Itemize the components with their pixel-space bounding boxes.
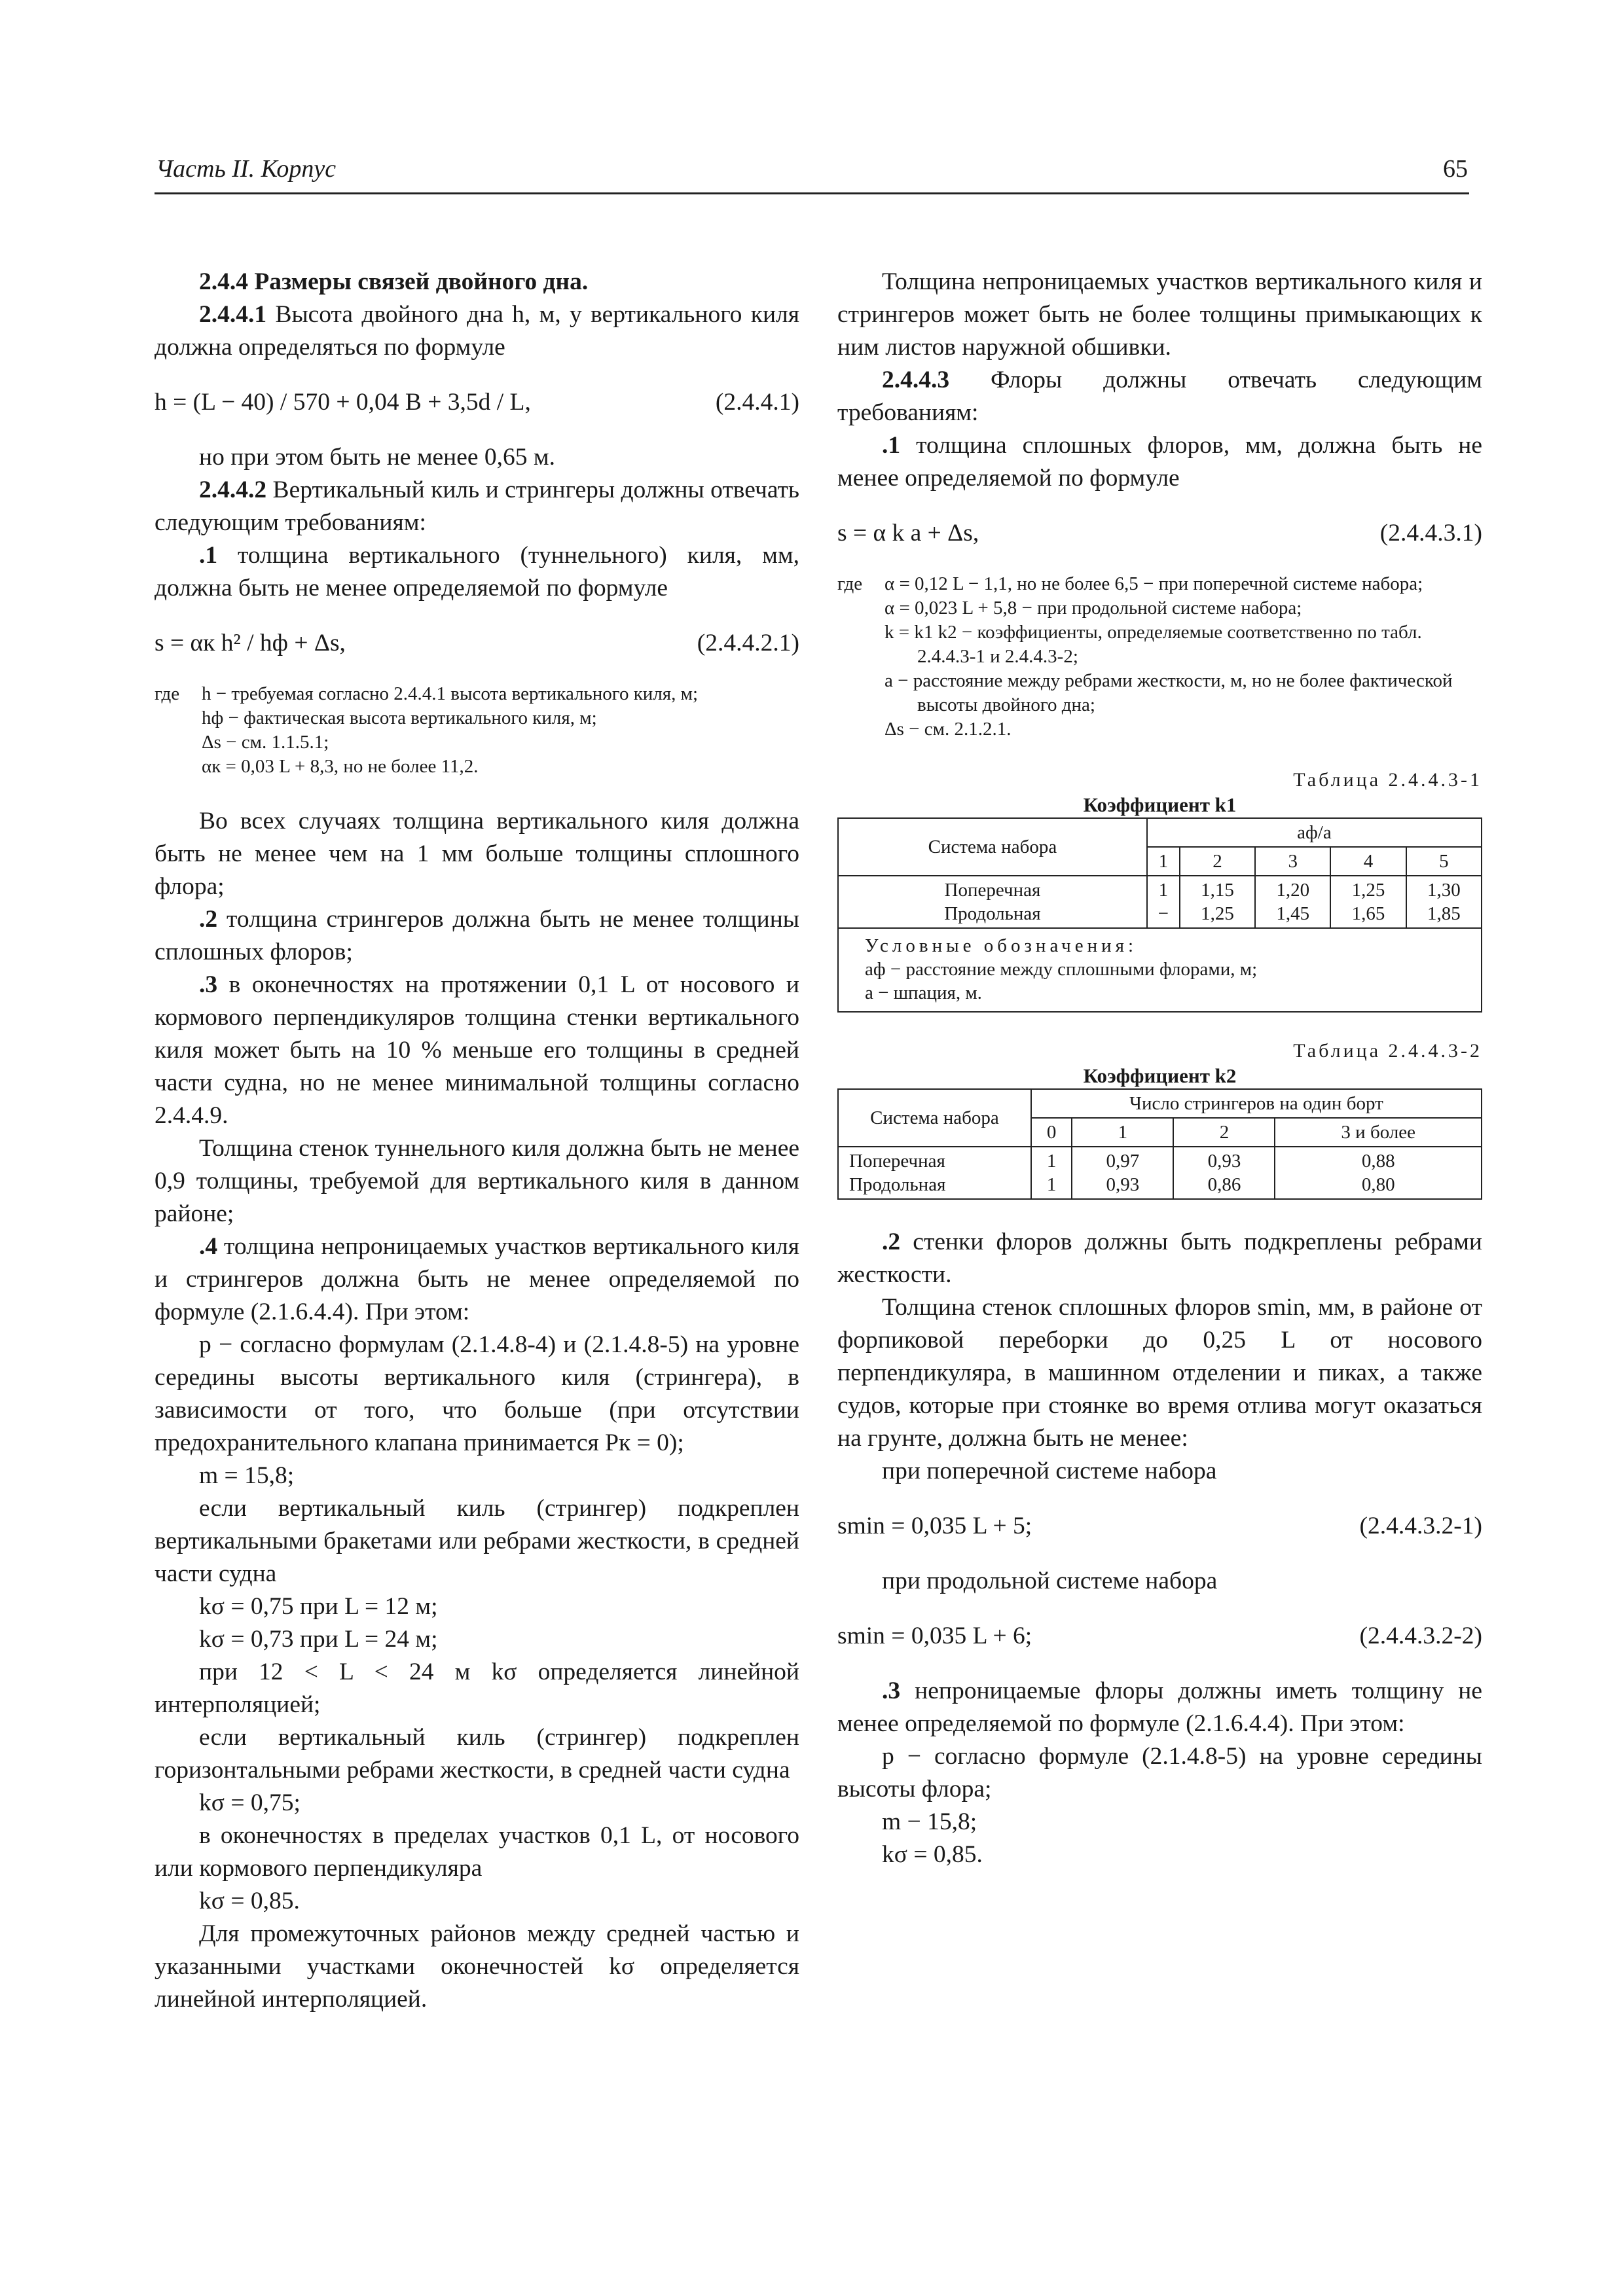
formula-number: (2.4.4.3.1) bbox=[1379, 520, 1482, 547]
clause-text: толщина стрингеров должна быть не менее толщины сплошных флоров; bbox=[155, 906, 799, 965]
paragraph bbox=[155, 1230, 799, 1329]
cell-value: − bbox=[1158, 903, 1169, 924]
where-item: αк = 0,03 L + 8,3, но не более 11,2. bbox=[202, 756, 479, 777]
paragraph: kσ = 0,75; bbox=[199, 1789, 301, 1816]
cell-value: 1 bbox=[1046, 1151, 1057, 1172]
table-row bbox=[838, 1147, 1482, 1199]
table-cell bbox=[1255, 876, 1330, 928]
clause-text: Вертикальный киль и стрингеры должны отвечать следующим требованиям: bbox=[155, 476, 799, 536]
table-header-cell: Система набора bbox=[838, 1089, 1031, 1147]
cell-value: 1,85 bbox=[1427, 903, 1461, 924]
paragraph: если вертикальный киль (стрингер) подкреплен вертикальными бракетами или ребрами жесткости, в средней части судна bbox=[155, 1495, 799, 1587]
paragraph: Толщина непроницаемых участков вертикального киля и стрингеров может быть не более толщины примыкающих к ним листов наружной обшивки. bbox=[837, 268, 1482, 361]
clause-number: .2 bbox=[882, 1229, 901, 1255]
cell-value: 0,93 bbox=[1207, 1151, 1241, 1172]
where-row bbox=[155, 682, 799, 706]
table-row bbox=[838, 876, 1482, 928]
paragraph bbox=[837, 1226, 1482, 1291]
where-list bbox=[155, 682, 799, 779]
where-row bbox=[837, 572, 1482, 596]
table-header-cell: 1 bbox=[1072, 1118, 1173, 1147]
row-name: Поперечная bbox=[944, 880, 1041, 901]
table-header-cell: 3 bbox=[1255, 847, 1330, 876]
right-column bbox=[837, 266, 1482, 1871]
table-header-cell: Число стрингеров на один борт bbox=[1031, 1089, 1482, 1118]
formula-expression: s = α k a + Δs, bbox=[837, 520, 979, 547]
formula-number: (2.4.4.3.2-2) bbox=[1359, 1623, 1482, 1649]
table-title: Коэффициент k1 bbox=[1083, 793, 1237, 816]
document-page bbox=[155, 154, 1482, 2183]
paragraph: p − согласно формуле (2.1.4.8-5) на уровне середины высоты флора; bbox=[837, 1743, 1482, 1803]
page-number: 65 bbox=[1443, 155, 1468, 183]
cell-value: 0,86 bbox=[1207, 1174, 1241, 1195]
cell-value: 1,25 bbox=[1351, 880, 1385, 901]
paragraph bbox=[155, 539, 799, 605]
cell-value: 1,45 bbox=[1276, 903, 1310, 924]
clause-number: .3 bbox=[199, 971, 218, 998]
where-row bbox=[837, 596, 1482, 620]
clause-text: Высота двойного дна h, м, у вертикального киля должна определяться по формуле bbox=[155, 301, 799, 361]
cell-value: 0,93 bbox=[1106, 1174, 1140, 1195]
clause-text: непроницаемые флоры должны иметь толщину не менее определяемой по формуле (2.1.6.4.4). При этом: bbox=[837, 1677, 1482, 1737]
formula-expression: smin = 0,035 L + 6; bbox=[837, 1623, 1032, 1649]
paragraph: если вертикальный киль (стрингер) подкреплен горизонтальными ребрами жесткости, в средней части судна bbox=[155, 1724, 799, 1784]
paragraph: Толщина стенок сплошных флоров smin, мм, в районе от форпиковой переборки до 0,25 L от носового перпендикуляра, в машинном отделении и пиках, а также судов, которые при стоянке во время отлива могут оказаться на грунте, должна быть не менее: bbox=[837, 1294, 1482, 1452]
clause-number: .4 bbox=[199, 1233, 218, 1260]
paragraph: kσ = 0,75 при L = 12 м; bbox=[199, 1593, 438, 1620]
paragraph: p − согласно формулам (2.1.4.8-4) и (2.1.4.8-5) на уровне середины высоты вертикального киля (стрингера), в зависимости от того, что больше (при отсутствии предохранительного клапана принимается Pк = 0); bbox=[155, 1331, 799, 1456]
table-cell bbox=[1180, 876, 1255, 928]
clause-text: толщина непроницаемых участков вертикального киля и стрингеров должна быть не менее определяемой по формуле (2.1.6.4.4). При этом: bbox=[155, 1233, 799, 1325]
paragraph: kσ = 0,85. bbox=[199, 1888, 300, 1914]
cell-value: 1,25 bbox=[1201, 903, 1234, 924]
header-title: Часть II. Корпус bbox=[156, 155, 337, 183]
paragraph bbox=[155, 474, 799, 539]
where-item: a − расстояние между ребрами жесткости, м, но не более фактической высоты двойного дна; bbox=[884, 670, 1453, 715]
table-cell bbox=[1173, 1147, 1275, 1199]
clause-text: в оконечностях на протяжении 0,1 L от носового и кормового перпендикуляров толщина стенки вертикального киля может быть на 10 % меньше его толщины в средней части судна, но не менее минимальной толщины согласно 2.4.4.9. bbox=[155, 971, 799, 1129]
paragraph: при 12 < L < 24 м kσ определяется линейной интерполяцией; bbox=[155, 1659, 799, 1718]
formula-number: (2.4.4.1) bbox=[715, 389, 799, 416]
cell-value: 0,88 bbox=[1361, 1151, 1395, 1172]
table-cell bbox=[838, 876, 1147, 928]
table-legend bbox=[838, 928, 1482, 1012]
formula bbox=[155, 627, 799, 660]
paragraph: но при этом быть не менее 0,65 м. bbox=[199, 444, 556, 471]
where-item: α = 0,12 L − 1,1, но не более 6,5 − при поперечной системе набора; bbox=[884, 573, 1423, 594]
table-header-cell: 2 bbox=[1180, 847, 1255, 876]
left-column bbox=[155, 266, 799, 2016]
cell-value: 1 bbox=[1158, 880, 1169, 901]
table-header-row bbox=[838, 1089, 1482, 1118]
paragraph: kσ = 0,73 при L = 24 м; bbox=[199, 1626, 438, 1653]
formula-expression: h = (L − 40) / 570 + 0,04 B + 3,5d / L, bbox=[155, 389, 531, 416]
row-name: Продольная bbox=[944, 903, 1041, 924]
table-cell bbox=[1072, 1147, 1173, 1199]
table-legend-row bbox=[838, 928, 1482, 1012]
legend-item: aф − расстояние между сплошными флорами, м; bbox=[865, 959, 1258, 980]
clause-number: .1 bbox=[882, 432, 901, 459]
paragraph: при поперечной системе набора bbox=[882, 1458, 1217, 1484]
formula bbox=[837, 1620, 1482, 1653]
cell-value: 0,97 bbox=[1106, 1151, 1140, 1172]
clause-number: 2.4.4.2 bbox=[199, 476, 267, 503]
coefficient-k2-table bbox=[837, 1088, 1482, 1200]
clause-number: .3 bbox=[882, 1677, 901, 1704]
coefficient-k1-table bbox=[837, 817, 1482, 1013]
where-row bbox=[155, 755, 799, 779]
table-header-cell: 3 и более bbox=[1275, 1118, 1482, 1147]
table-header-cell: 1 bbox=[1147, 847, 1180, 876]
paragraph bbox=[155, 969, 799, 1132]
table-cell bbox=[1330, 876, 1406, 928]
where-row bbox=[155, 706, 799, 730]
clause-text: стенки флоров должны быть подкреплены ребрами жесткости. bbox=[837, 1229, 1482, 1288]
clause-text: толщина вертикального (туннельного) киля, мм, должна быть не менее определяемой по формуле bbox=[155, 542, 799, 601]
where-item: α = 0,023 L + 5,8 − при продольной системе набора; bbox=[884, 598, 1302, 619]
table-header-row bbox=[838, 818, 1482, 847]
paragraph: Толщина стенок туннельного киля должна быть не менее 0,9 толщины, требуемой для вертикального киля в данном районе; bbox=[155, 1135, 799, 1227]
table-header-cell: aф/a bbox=[1147, 818, 1482, 847]
paragraph: kσ = 0,85. bbox=[882, 1841, 983, 1868]
table-header-cell: 0 bbox=[1031, 1118, 1072, 1147]
where-item: hф − фактическая высота вертикального киля, м; bbox=[202, 708, 597, 728]
formula bbox=[837, 517, 1482, 550]
paragraph: при продольной системе набора bbox=[882, 1568, 1218, 1594]
table-cell bbox=[1275, 1147, 1482, 1199]
table-cell bbox=[1031, 1147, 1072, 1199]
paragraph bbox=[837, 1675, 1482, 1740]
where-label: где bbox=[155, 683, 180, 704]
formula bbox=[155, 386, 799, 419]
paragraph: m − 15,8; bbox=[882, 1808, 977, 1835]
row-name: Поперечная bbox=[849, 1151, 945, 1172]
paragraph bbox=[155, 903, 799, 969]
paragraph bbox=[155, 298, 799, 364]
formula-expression: smin = 0,035 L + 5; bbox=[837, 1513, 1032, 1539]
table-title: Коэффициент k2 bbox=[1083, 1064, 1237, 1087]
table-header-cell: 5 bbox=[1406, 847, 1482, 876]
legend-title: Условные обозначения: bbox=[865, 935, 1138, 956]
paragraph: Для промежуточных районов между средней частью и указанными участками оконечностей kσ определяется линейной интерполяцией. bbox=[155, 1920, 799, 2013]
spacer bbox=[837, 1200, 1482, 1226]
paragraph: Во всех случаях толщина вертикального киля должна быть не менее чем на 1 мм больше толщины сплошного флора; bbox=[155, 808, 799, 900]
clause-text: Флоры должны отвечать следующим требованиям: bbox=[837, 367, 1482, 426]
where-row bbox=[837, 669, 1482, 717]
where-item: h − требуемая согласно 2.4.4.1 высота вертикального киля, м; bbox=[202, 683, 699, 704]
table-cell bbox=[838, 1147, 1031, 1199]
running-header bbox=[155, 154, 1469, 194]
formula-expression: s = αк h² / hф + Δs, bbox=[155, 630, 346, 656]
paragraph bbox=[837, 364, 1482, 429]
cell-value: 1 bbox=[1046, 1174, 1057, 1195]
cell-value: 1,30 bbox=[1427, 880, 1461, 901]
spacer bbox=[155, 779, 799, 805]
formula-number: (2.4.4.2.1) bbox=[697, 630, 799, 656]
cell-value: 0,80 bbox=[1361, 1174, 1395, 1195]
where-row bbox=[837, 717, 1482, 742]
row-name: Продольная bbox=[849, 1174, 946, 1195]
legend-item: a − шпация, м. bbox=[865, 982, 982, 1003]
where-label: где bbox=[837, 573, 863, 594]
clause-text: толщина сплошных флоров, мм, должна быть не менее определяемой по формуле bbox=[837, 432, 1482, 492]
paragraph: в оконечностях в пределах участков 0,1 L, от носового или кормового перпендикуляра bbox=[155, 1822, 799, 1882]
clause-number: .1 bbox=[199, 542, 218, 569]
clause-number: .2 bbox=[199, 906, 218, 933]
formula-number: (2.4.4.3.2-1) bbox=[1359, 1513, 1482, 1539]
paragraph: m = 15,8; bbox=[199, 1462, 295, 1489]
where-item: Δs − см. 1.1.5.1; bbox=[202, 732, 329, 753]
table-header-cell: 2 bbox=[1173, 1118, 1275, 1147]
where-list bbox=[837, 572, 1482, 742]
clause-number: 2.4.4.1 bbox=[199, 301, 267, 328]
formula bbox=[837, 1510, 1482, 1543]
table-caption: Таблица 2.4.4.3-2 bbox=[1293, 1040, 1482, 1062]
table-cell bbox=[1406, 876, 1482, 928]
where-item: Δs − см. 2.1.2.1. bbox=[884, 719, 1012, 740]
cell-value: 1,20 bbox=[1276, 880, 1310, 901]
where-row bbox=[837, 620, 1482, 669]
cell-value: 1,65 bbox=[1351, 903, 1385, 924]
where-row bbox=[155, 730, 799, 755]
table-cell bbox=[1147, 876, 1180, 928]
table-header-cell: Система набора bbox=[838, 818, 1147, 876]
paragraph bbox=[837, 429, 1482, 495]
where-item: k = k1 k2 − коэффициенты, определяемые соответственно по табл. 2.4.4.3-1 и 2.4.4.3-2; bbox=[884, 622, 1422, 667]
section-heading: 2.4.4 Размеры связей двойного дна. bbox=[199, 268, 589, 295]
cell-value: 1,15 bbox=[1201, 880, 1234, 901]
clause-number: 2.4.4.3 bbox=[882, 367, 950, 393]
table-header-cell: 4 bbox=[1330, 847, 1406, 876]
table-caption: Таблица 2.4.4.3-1 bbox=[1293, 769, 1482, 791]
